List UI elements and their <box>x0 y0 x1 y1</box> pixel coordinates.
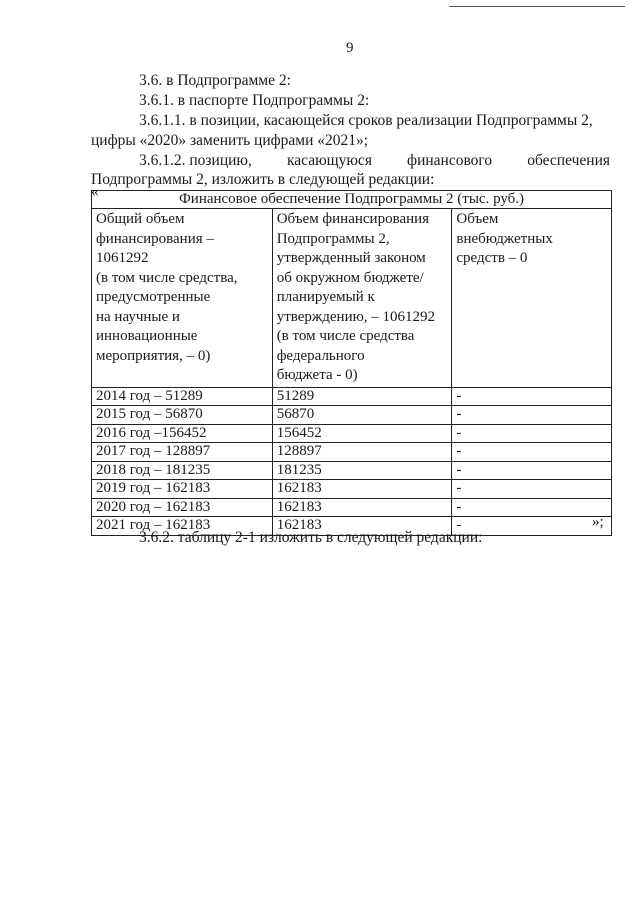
table-row <box>92 387 612 406</box>
opening-quote: « <box>91 184 99 200</box>
table-header-row <box>92 209 612 388</box>
row-extra-cell: - <box>452 406 612 425</box>
row-year-cell: 2018 год – 181235 <box>92 461 273 480</box>
row-extra-cell: - <box>452 387 612 406</box>
paragraph-3-6-1-1-line2: цифры «2020» заменить цифрами «2021»; <box>91 132 369 149</box>
row-extra-cell: - <box>452 461 612 480</box>
header-extrabudgetary: Объем внебюджетных средств – 0 <box>452 209 612 388</box>
table-row <box>92 480 612 499</box>
page-number: 9 <box>346 40 354 56</box>
row-extra-cell: - <box>452 424 612 443</box>
row-extra-cell: - <box>452 498 612 517</box>
table-row <box>92 406 612 425</box>
row-amount-cell: 162183 <box>272 480 452 499</box>
word-1: 3.6.1.2. позицию, <box>139 152 252 169</box>
table-row <box>92 443 612 462</box>
header-total-financing: Общий объем финансирования – 1061292 (в том числе средства, предусмотренные на научные и инновационные мероприятия, – 0) <box>92 209 273 388</box>
row-amount-cell: 56870 <box>272 406 452 425</box>
word-4: обеспечения <box>527 152 610 169</box>
paragraph-3-6-1: 3.6.1. в паспорте Подпрограммы 2: <box>139 92 370 109</box>
row-year-cell: 2016 год –156452 <box>92 424 273 443</box>
paragraph-3-6-1-2-line1 <box>139 151 610 171</box>
table-row <box>92 424 612 443</box>
row-year-cell: 2014 год – 51289 <box>92 387 273 406</box>
closing-quote: »; <box>592 514 604 530</box>
header-subprogram-financing: Объем финансирования Подпрограммы 2, утвержденный законом об окружном бюджете/ планируемый к утверждению, – 1061292 (в том числе средства федерального бюджета - 0) <box>272 209 452 388</box>
row-amount-cell: 162183 <box>272 498 452 517</box>
row-year-cell: 2015 год – 56870 <box>92 406 273 425</box>
word-2: касающуюся <box>286 152 372 169</box>
row-extra-cell: - <box>452 517 612 536</box>
table-row <box>92 498 612 517</box>
row-year-cell: 2017 год – 128897 <box>92 443 273 462</box>
paragraph-3-6-2: 3.6.2. таблицу 2-1 изложить в следующей редакции: <box>139 529 483 546</box>
top-rule <box>449 6 625 7</box>
row-extra-cell: - <box>452 443 612 462</box>
row-year-cell: 2019 год – 162183 <box>92 480 273 499</box>
row-amount-cell: 51289 <box>272 387 452 406</box>
row-amount-cell: 162183 <box>272 517 452 536</box>
table-caption: Финансовое обеспечение Подпрограммы 2 (тыс. руб.) <box>92 191 612 209</box>
paragraph-3-6: 3.6. в Подпрограмме 2: <box>139 72 291 89</box>
row-year-cell: 2021 год – 162183 <box>92 517 273 536</box>
word-3: финансового <box>407 152 493 169</box>
paragraph-3-6-1-1-line1: 3.6.1.1. в позиции, касающейся сроков реализации Подпрограммы 2, <box>139 112 593 129</box>
paragraph-3-6-1-2-line2: Подпрограммы 2, изложить в следующей редакции: <box>91 171 435 188</box>
row-amount-cell: 181235 <box>272 461 452 480</box>
row-extra-cell: - <box>452 480 612 499</box>
row-amount-cell: 156452 <box>272 424 452 443</box>
table-row <box>92 461 612 480</box>
row-amount-cell: 128897 <box>272 443 452 462</box>
row-year-cell: 2020 год – 162183 <box>92 498 273 517</box>
financing-table <box>91 190 612 536</box>
